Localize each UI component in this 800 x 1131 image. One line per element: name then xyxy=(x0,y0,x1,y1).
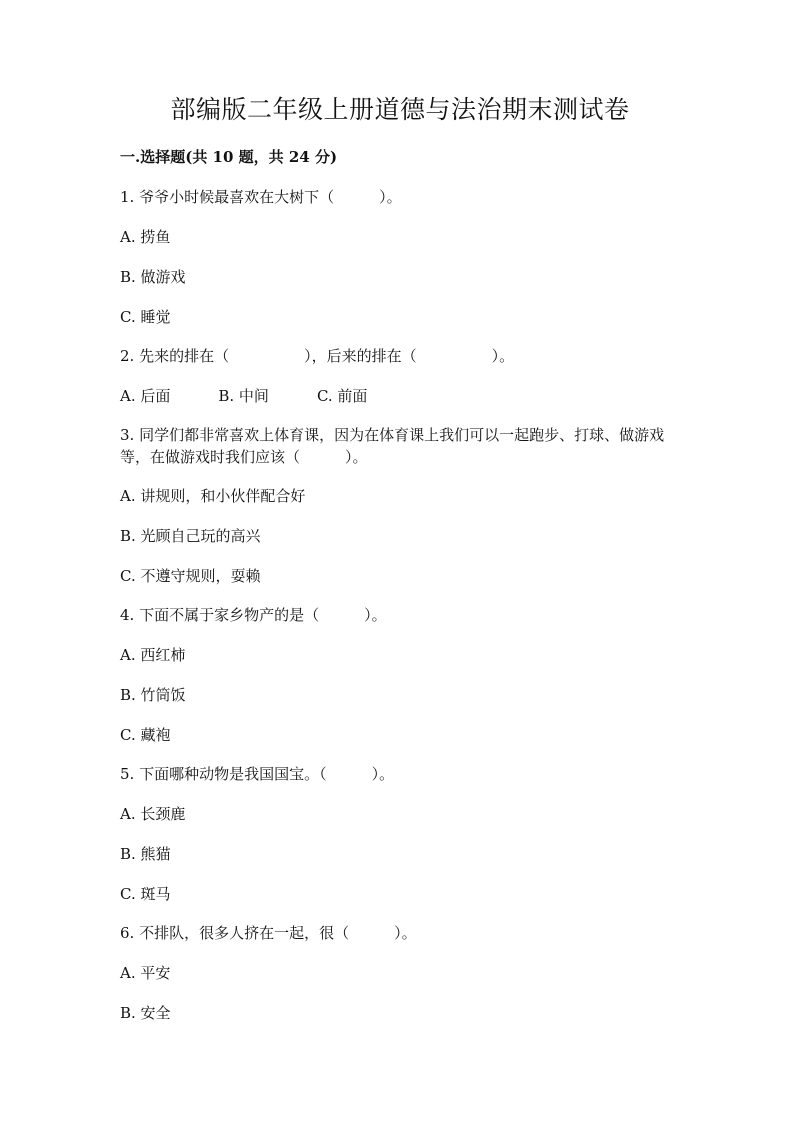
question-2-options xyxy=(120,385,367,407)
question-3-stem: 3. 同学们都非常喜欢上体育课，因为在体育课上我们可以一起跑步、打球、做游戏等，在做游戏时我们应该（ ）。 xyxy=(120,426,665,466)
question-1-option-c: C. 睡觉 xyxy=(120,308,171,326)
question-3-option-c: C. 不遵守规则，耍赖 xyxy=(120,567,261,585)
page-title: 部编版二年级上册道德与法治期末测试卷 xyxy=(170,95,630,124)
section-heading: 一.选择题(共 10 题，共 24 分) xyxy=(120,148,338,166)
question-4-stem: 4. 下面不属于家乡物产的是（ ）。 xyxy=(120,606,387,624)
question-5-stem: 5. 下面哪种动物是我国国宝。（ ）。 xyxy=(120,765,395,783)
question-6-option-a: A. 平安 xyxy=(120,964,171,982)
question-2-option-b: B. 中间 xyxy=(218,387,269,405)
question-1-option-b: B. 做游戏 xyxy=(120,268,186,286)
question-4-option-a: A. 西红柿 xyxy=(120,646,186,664)
question-1-option-a: A. 捞鱼 xyxy=(120,228,171,246)
question-4-option-c: C. 藏袍 xyxy=(120,726,171,744)
question-5-option-b: B. 熊猫 xyxy=(120,845,171,863)
question-5-option-c: C. 斑马 xyxy=(120,885,171,903)
question-5-option-a: A. 长颈鹿 xyxy=(120,805,186,823)
question-6-option-b: B. 安全 xyxy=(120,1004,171,1022)
question-4-option-b: B. 竹筒饭 xyxy=(120,686,186,704)
question-6-stem: 6. 不排队，很多人挤在一起，很（ ）。 xyxy=(120,924,417,942)
question-1-stem: 1. 爷爷小时候最喜欢在大树下（ ）。 xyxy=(120,188,402,206)
question-3-option-b: B. 光顾自己玩的高兴 xyxy=(120,527,261,545)
question-2-stem: 2. 先来的排在（ ），后来的排在（ ）。 xyxy=(120,347,515,365)
question-3-option-a: A. 讲规则，和小伙伴配合好 xyxy=(120,487,306,505)
question-2-option-a: A. 后面 xyxy=(120,387,171,405)
question-2-option-c: C. 前面 xyxy=(316,387,368,405)
